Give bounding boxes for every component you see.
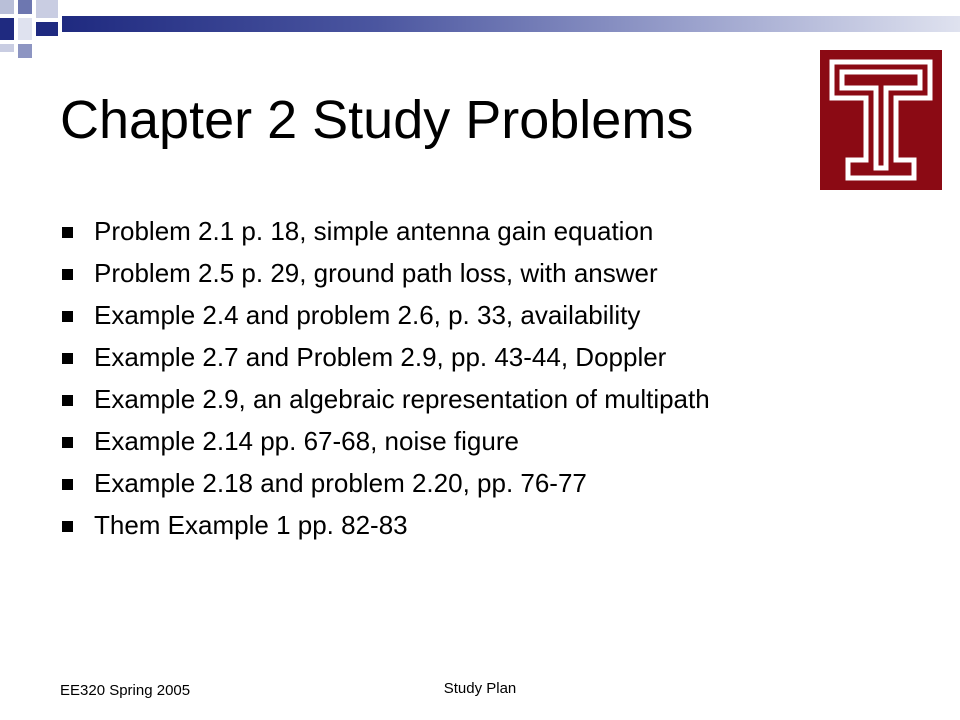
list-item xyxy=(62,420,882,462)
decor-square xyxy=(0,18,14,40)
footer-course: EE320 Spring 2005 xyxy=(60,682,191,699)
list-item xyxy=(62,294,882,336)
list-item xyxy=(62,378,882,420)
decor-square xyxy=(0,0,14,14)
decor-square xyxy=(36,22,58,36)
footer-title: Study Plan xyxy=(443,680,517,697)
slide-title: Chapter 2 Study Problems xyxy=(60,90,694,150)
decor-square xyxy=(36,0,58,18)
bullet-text: Example 2.18 and problem 2.20, pp. 76-77 xyxy=(94,468,587,498)
square-bullet-icon xyxy=(62,521,73,532)
decor-square xyxy=(18,44,32,58)
decor-square xyxy=(18,18,32,40)
bullet-text: Example 2.14 pp. 67-68, noise figure xyxy=(94,426,519,456)
list-item xyxy=(62,252,882,294)
square-bullet-icon xyxy=(62,227,73,238)
bullet-text: Problem 2.1 p. 18, simple antenna gain equation xyxy=(94,216,654,246)
bullet-text: Problem 2.5 p. 29, ground path loss, with answer xyxy=(94,258,658,288)
bullet-text: Example 2.7 and Problem 2.9, pp. 43-44, Doppler xyxy=(94,342,667,372)
square-bullet-icon xyxy=(62,395,73,406)
list-item xyxy=(62,504,882,546)
list-item xyxy=(62,336,882,378)
temple-t-logo-icon xyxy=(820,50,942,190)
list-item xyxy=(62,210,882,252)
bullet-text: Example 2.4 and problem 2.6, p. 33, availability xyxy=(94,300,641,330)
square-bullet-icon xyxy=(62,437,73,448)
header-bar xyxy=(62,16,960,32)
bullet-text: Them Example 1 pp. 82-83 xyxy=(94,510,408,540)
square-bullet-icon xyxy=(62,311,73,322)
decor-square xyxy=(18,0,32,14)
list-item xyxy=(62,462,882,504)
decor-square xyxy=(0,44,14,52)
square-bullet-icon xyxy=(62,353,73,364)
bullet-list xyxy=(62,210,882,546)
square-bullet-icon xyxy=(62,269,73,280)
square-bullet-icon xyxy=(62,479,73,490)
bullet-text: Example 2.9, an algebraic representation of multipath xyxy=(94,384,710,414)
